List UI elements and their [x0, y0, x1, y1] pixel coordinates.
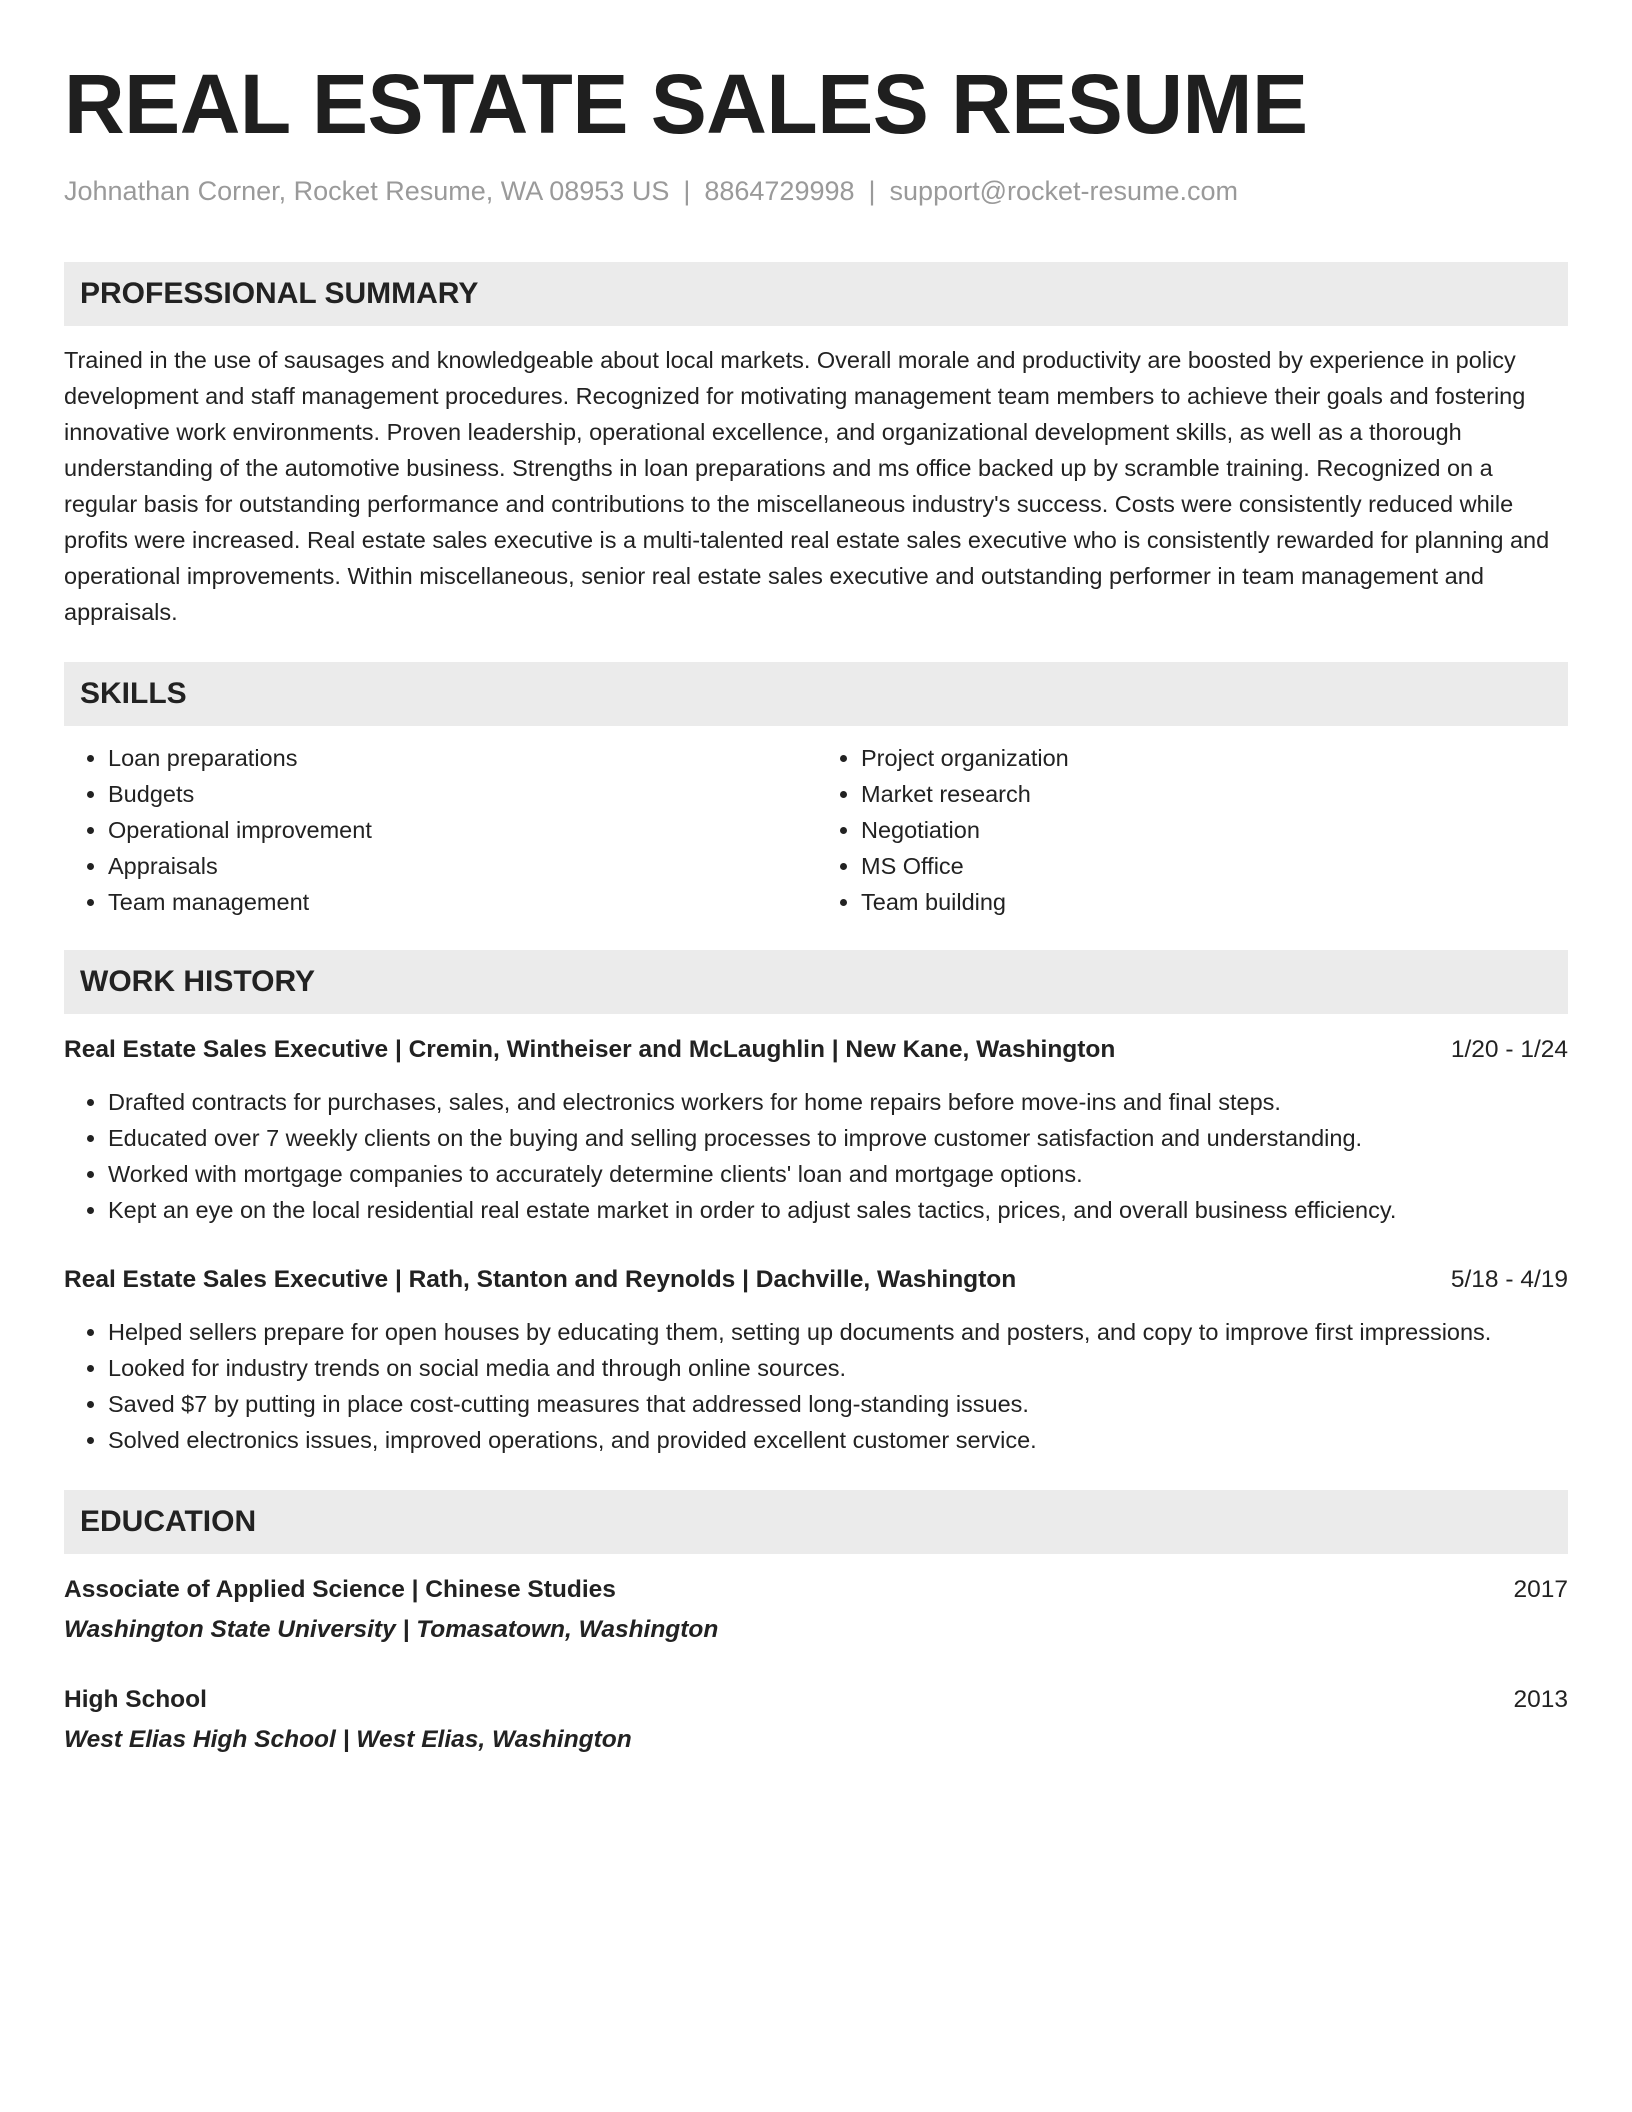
education-school: West Elias High School | West Elias, Washington [64, 1726, 632, 1753]
education-entry [64, 1682, 1568, 1758]
skill-item: • Appraisals [108, 848, 816, 884]
job-bullet: • Saved $7 by putting in place cost-cutting measures that addressed long-standing issues. [108, 1386, 1568, 1422]
skill-item: • Market research [861, 776, 1568, 812]
resume-title: REAL ESTATE SALES RESUME [64, 57, 1308, 151]
section-heading-education: EDUCATION [64, 1490, 1568, 1554]
education-degree: High School [64, 1686, 207, 1713]
skill-item: • Loan preparations [108, 740, 816, 776]
education-header [64, 1682, 1568, 1718]
job-bullets [64, 1314, 1568, 1458]
job-bullet: • Worked with mortgage companies to accurately determine clients' loan and mortgage options. [108, 1156, 1568, 1192]
job-dates: 1/20 - 1/24 [1450, 1036, 1568, 1063]
education-degree: Associate of Applied Science | Chinese Studies [64, 1576, 616, 1603]
contact-address: Johnathan Corner, Rocket Resume, WA 08953 US [64, 176, 670, 206]
job-bullet: • Looked for industry trends on social media and through online sources. [108, 1350, 1568, 1386]
job-dates: 5/18 - 4/19 [1450, 1266, 1568, 1293]
job-title: Real Estate Sales Executive | Cremin, Wintheiser and McLaughlin | New Kane, Washington [64, 1036, 1116, 1063]
job-header [64, 1032, 1568, 1068]
education-school: Washington State University | Tomasatown, Washington [64, 1616, 719, 1643]
education-year: 2013 [1513, 1686, 1568, 1713]
skill-item: • Negotiation [861, 812, 1568, 848]
education-entry [64, 1572, 1568, 1648]
contact-email: support@rocket-resume.com [889, 176, 1239, 206]
summary-text: Trained in the use of sausages and knowledgeable about local markets. Overall morale and productivity are boosted by experience in policy development and staff management procedures. Recognized for motivating management team members to achieve their goals and fostering innovative work environments. Proven leadership, operational excellence, and organizational development skills, as well as a thorough understanding of the automotive business. Strengths in loan preparations and ms office backed up by scramble training. Recognized on a regular basis for outstanding performance and contributions to the miscellaneous industry's success. Costs were consistently reduced while profits were increased. Real estate sales executive is a multi-talented real estate sales executive who is consistently rewarded for planning and operational improvements. Within miscellaneous, senior real estate sales executive and outstanding performer in team management and appraisals. [64, 347, 1550, 625]
skill-item: • Team building [861, 884, 1568, 920]
skill-item: • Budgets [108, 776, 816, 812]
contact-phone: 8864729998 [704, 176, 855, 206]
job-bullet: • Solved electronics issues, improved operations, and provided excellent customer service. [108, 1422, 1568, 1458]
section-heading-work-history: WORK HISTORY [64, 950, 1568, 1014]
education-header [64, 1572, 1568, 1608]
job-bullet: • Kept an eye on the local residential real estate market in order to adjust sales tactics, prices, and overall business efficiency. [108, 1192, 1568, 1228]
skill-item: • Project organization [861, 740, 1568, 776]
skill-item: • MS Office [861, 848, 1568, 884]
skills-column-left [64, 740, 816, 920]
contact-line [64, 174, 1568, 208]
section-heading-summary: PROFESSIONAL SUMMARY [64, 262, 1568, 326]
job-entry [64, 1262, 1568, 1458]
job-bullet: • Educated over 7 weekly clients on the buying and selling processes to improve customer satisfaction and understanding. [108, 1120, 1568, 1156]
section-heading-skills: SKILLS [64, 662, 1568, 726]
skill-item: • Team management [108, 884, 816, 920]
job-entry [64, 1032, 1568, 1228]
contact-separator: | [868, 176, 876, 206]
job-bullet: • Helped sellers prepare for open houses by educating them, setting up documents and posters, and copy to improve first impressions. [108, 1314, 1568, 1350]
contact-separator: | [683, 176, 691, 206]
skills-list [64, 740, 1568, 920]
job-title: Real Estate Sales Executive | Rath, Stanton and Reynolds | Dachville, Washington [64, 1266, 1017, 1293]
education-year: 2017 [1513, 1576, 1568, 1603]
skill-item: • Operational improvement [108, 812, 816, 848]
job-bullet: • Drafted contracts for purchases, sales, and electronics workers for home repairs before move-ins and final steps. [108, 1084, 1568, 1120]
skills-column-right [816, 740, 1568, 920]
job-bullets [64, 1084, 1568, 1228]
job-header [64, 1262, 1568, 1298]
